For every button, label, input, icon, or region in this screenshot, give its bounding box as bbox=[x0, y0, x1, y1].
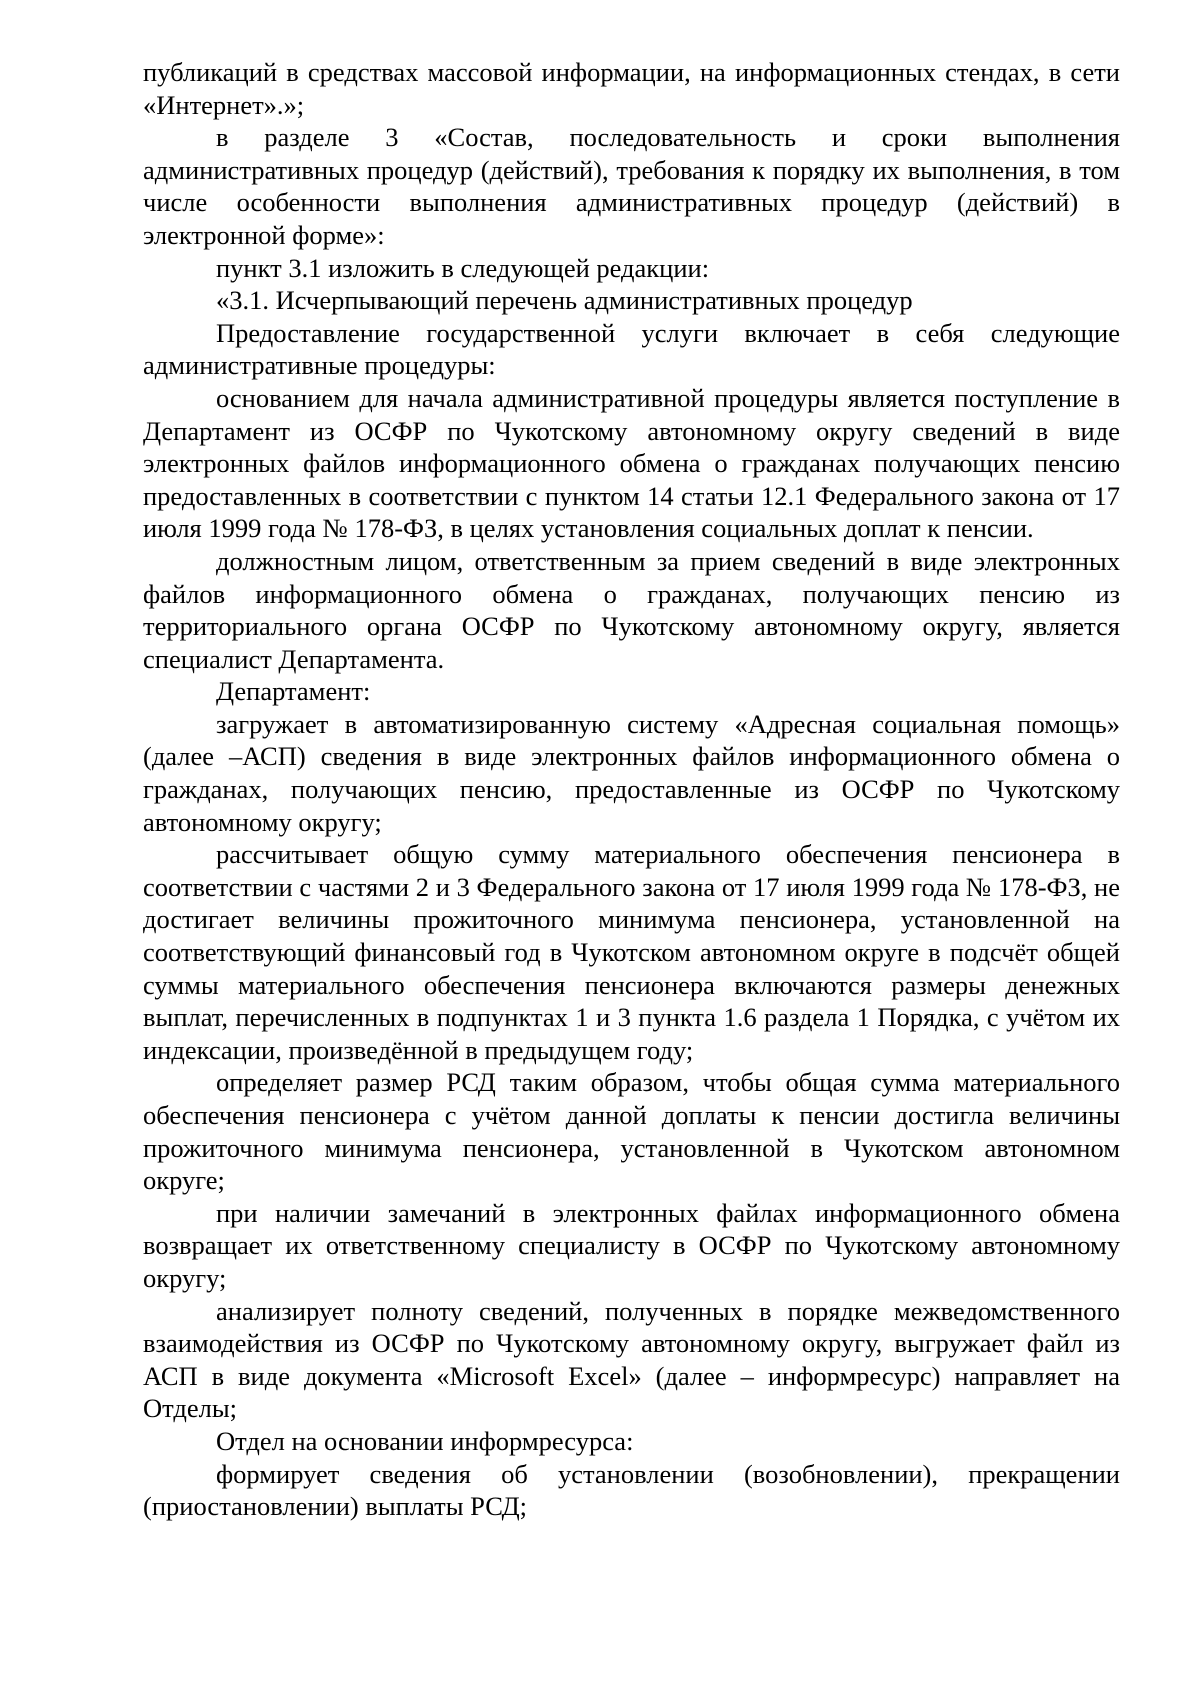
paragraph: Департамент: bbox=[216, 676, 371, 707]
paragraph: пункт 3.1 изложить в следующей редакции: bbox=[216, 252, 710, 283]
paragraph: Предоставление государственной услуги включает в себя следующие административные процедуры: bbox=[143, 317, 1120, 381]
section-heading: «3.1. Исчерпывающий перечень административных процедур bbox=[216, 285, 913, 316]
paragraph: публикаций в средствах массовой информации, на информационных стендах, в сети «Интернет».»; bbox=[143, 57, 1120, 120]
paragraph: в разделе 3 «Состав, последовательность и сроки выполнения административных процедур (действий), требования к порядку их выполнения, в том числе особенности выполнения административных процедур (действий) в электронной форме»: bbox=[143, 122, 1120, 250]
document-page bbox=[143, 56, 1120, 1523]
list-item: анализирует полноту сведений, полученных в порядке межведомственного взаимодействия из ОСФР по Чукотскому автономному округу, выгружает файл из АСП в виде документа «Microsoft Excel» (далее – информресурс) направляет на Отделы; bbox=[143, 1295, 1120, 1424]
list-item: загружает в автоматизированную систему «Адресная социальная помощь» (далее –АСП) сведения в виде электронных файлов информационного обмена о гражданах, получающих пенсию, предоставленные из ОСФР по Чукотскому автономному округу; bbox=[143, 708, 1120, 837]
list-item: при наличии замечаний в электронных файлах информационного обмена возвращает их ответственному специалисту в ОСФР по Чукотскому автономному округу; bbox=[143, 1197, 1120, 1293]
list-item: рассчитывает общую сумму материального обеспечения пенсионера в соответствии с частями 2 и 3 Федерального закона от 17 июля 1999 года № 178-ФЗ, не достигает величины прожиточного минимума пенсионера, установленной на соответствующий финансовый год в Чукотском автономном округе в подсчёт общей суммы материального обеспечения пенсионера включаются размеры денежных выплат, перечисленных в подпунктах 1 и 3 пункта 1.6 раздела 1 Порядка, с учётом их индексации, произведённой в предыдущем году; bbox=[143, 839, 1120, 1065]
paragraph: основанием для начала административной процедуры является поступление в Департамент из ОСФР по Чукотскому автономному округу сведений в виде электронных файлов информационного обмена о гражданах получающих пенсию предоставленных в соответствии с пунктом 14 статьи 12.1 Федерального закона от 17 июля 1999 года № 178-ФЗ, в целях установления социальных доплат к пенсии. bbox=[143, 382, 1120, 544]
list-item: определяет размер РСД таким образом, чтобы общая сумма материального обеспечения пенсионера с учётом данной доплаты к пенсии достигла величины прожиточного минимума пенсионера, установленной в Чукотском автономном округе; bbox=[143, 1067, 1120, 1196]
list-item: формирует сведения об установлении (возобновлении), прекращении (приостановлении) выплаты РСД; bbox=[143, 1458, 1120, 1522]
paragraph: должностным лицом, ответственным за прием сведений в виде электронных файлов информационного обмена о гражданах, получающих пенсию из территориального органа ОСФР по Чукотскому автономному округу, является специалист Департамента. bbox=[143, 545, 1120, 674]
paragraph: Отдел на основании информресурса: bbox=[216, 1425, 634, 1456]
